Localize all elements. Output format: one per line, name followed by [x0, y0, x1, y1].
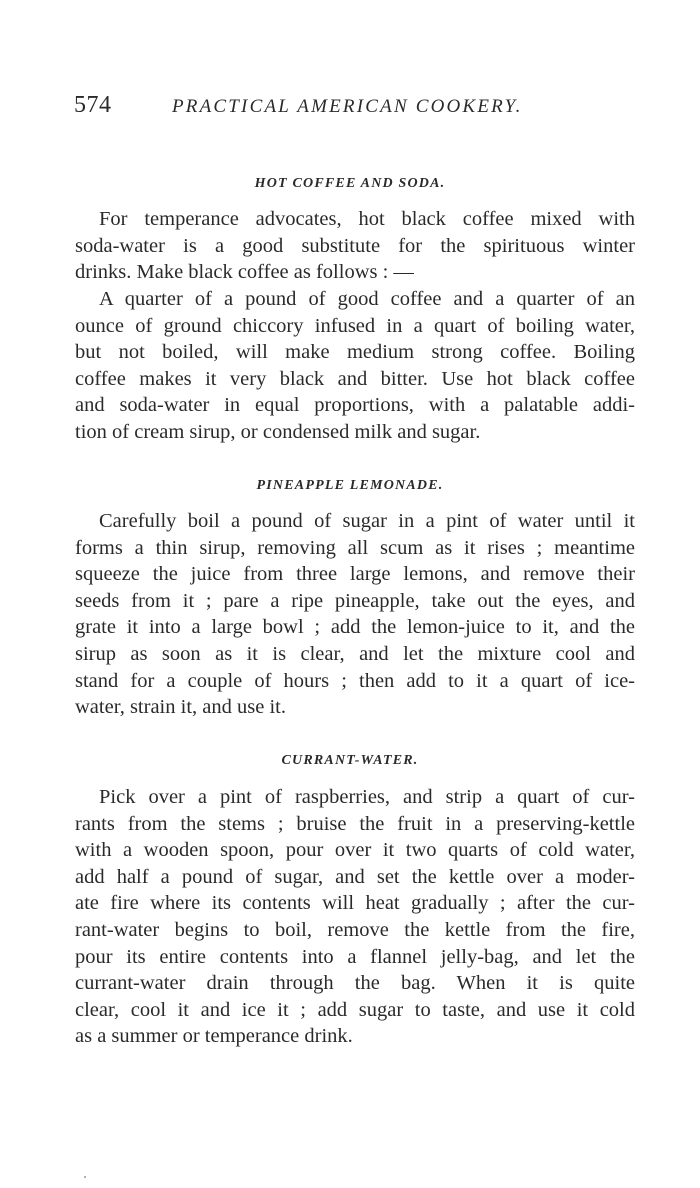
page-number: 574 [74, 92, 112, 118]
paragraph [75, 206, 635, 286]
text-line: A quarter of a pound of good coffee and a quarter of an [99, 288, 635, 310]
text-line: and soda-water in equal proportions, with a palatable addi- [75, 394, 635, 417]
text-line: stand for a couple of hours ; then add to it a quart of ice- [75, 669, 635, 692]
scan-speck [84, 1176, 86, 1178]
text-line: ounce of ground chiccory infused in a quart of boiling water, [75, 314, 635, 337]
text-line: but not boiled, will make medium strong coffee. Boiling [75, 341, 635, 364]
text-line: forms a thin sirup, removing all scum as it rises ; meantime [75, 536, 635, 559]
text-line: Carefully boil a pound of sugar in a pint of water until it [99, 510, 635, 532]
text-line: pour its entire contents into a flannel jelly-bag, and let the [75, 945, 635, 968]
paragraph [75, 784, 635, 1050]
text-line: coffee makes it very black and bitter. Use hot black coffee [75, 367, 635, 390]
section-title-currant-water: CURRANT-WATER. [281, 753, 419, 768]
text-line: ate fire where its contents will heat gradually ; after the cur- [75, 892, 635, 915]
text-line: For temperance advocates, hot black coffee mixed with [99, 208, 635, 230]
text-line: clear, cool it and ice it ; add sugar to taste, and use it cold [75, 998, 635, 1021]
text-line: add half a pound of sugar, and set the kettle over a moder- [75, 865, 635, 888]
text-line: drinks. Make black coffee as follows : — [75, 261, 414, 284]
running-head [74, 92, 636, 124]
text-line: squeeze the juice from three large lemons, and remove their [75, 563, 635, 586]
text-line: rants from the stems ; bruise the fruit in a preserving-kettle [75, 812, 635, 835]
text-line: as a summer or temperance drink. [75, 1025, 353, 1048]
paragraph [75, 508, 635, 721]
section-title-pineapple-lemonade: PINEAPPLE LEMONADE. [256, 478, 444, 493]
text-line: sirup as soon as it is clear, and let the mixture cool and [75, 642, 635, 665]
text-line: grate it into a large bowl ; add the lemon-juice to it, and the [75, 616, 635, 639]
paragraph [75, 286, 635, 446]
text-line: tion of cream sirup, or condensed milk and sugar. [75, 420, 481, 443]
section-title-hot-coffee-and-soda: HOT COFFEE AND SODA. [254, 176, 446, 191]
text-line: water, strain it, and use it. [75, 696, 286, 719]
text-line: currant-water drain through the bag. When it is quite [75, 972, 635, 995]
running-title: PRACTICAL AMERICAN COOKERY. [172, 96, 523, 117]
text-line: rant-water begins to boil, remove the kettle from the fire, [75, 918, 635, 941]
text-line: with a wooden spoon, pour over it two quarts of cold water, [75, 839, 635, 862]
text-line: seeds from it ; pare a ripe pineapple, take out the eyes, and [75, 589, 635, 612]
text-line: soda-water is a good substitute for the spirituous winter [75, 234, 635, 257]
text-line: Pick over a pint of raspberries, and strip a quart of cur- [99, 786, 635, 808]
